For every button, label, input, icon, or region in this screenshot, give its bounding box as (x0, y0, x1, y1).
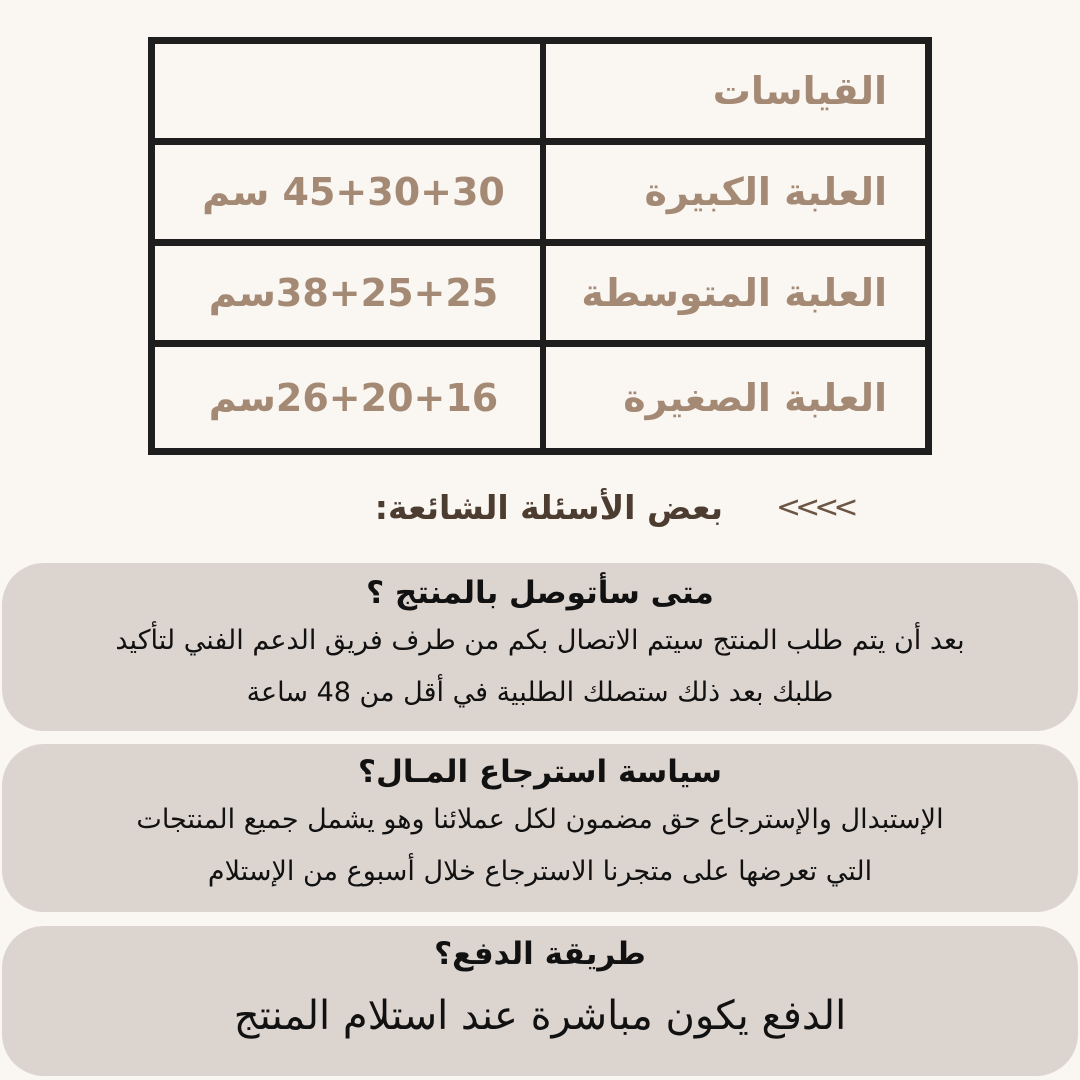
faq-question: متى سأتوصل بالمنتج ؟ (366, 575, 714, 611)
sizes-table (148, 37, 932, 455)
sizes-header-value (155, 44, 540, 145)
faq-card-payment (2, 926, 1078, 1076)
faq-title: بعض الأسئلة الشائعة: (374, 488, 723, 527)
faq-heading (0, 488, 1080, 534)
faq-answer (2, 986, 1078, 1046)
faq-question: سياسة استرجاع المـال؟ (357, 754, 723, 790)
size-label-medium: العلبة المتوسطة (540, 246, 925, 347)
faq-card-delivery (2, 563, 1078, 731)
size-label-small: العلبة الصغيرة (540, 347, 925, 448)
faq-card-refund (2, 744, 1078, 912)
faq-answer-line: الإستبدال والإسترجاع حق مضمون لكل عملائنا وهو يشمل جميع المنتجات (136, 804, 944, 835)
faq-answer-line: طلبك بعد ذلك ستصلك الطلبية في أقل من 48 ساعة (246, 677, 834, 708)
sizes-header-label: القياسات (540, 44, 925, 145)
size-value-small: 26+20+16سم (208, 375, 499, 420)
size-value-medium: 38+25+25سم (155, 246, 540, 347)
size-value-large: 45+30+30 سم (155, 145, 540, 246)
faq-answer-line: بعد أن يتم طلب المنتج سيتم الاتصال بكم من طرف فريق الدعم الفني لتأكيد (115, 625, 965, 656)
double-chevron-left-icon: <<<< (776, 490, 853, 525)
faq-answer (2, 615, 1078, 719)
faq-answer (2, 794, 1078, 898)
faq-answer-line: التي تعرضها على متجرنا الاسترجاع خلال أسبوع من الإستلام (207, 856, 873, 887)
size-label-large: العلبة الكبيرة (540, 145, 925, 246)
faq-question: طريقة الدفع؟ (434, 936, 646, 972)
faq-answer-line: الدفع يكون مباشرة عند استلام المنتج (233, 993, 847, 1039)
